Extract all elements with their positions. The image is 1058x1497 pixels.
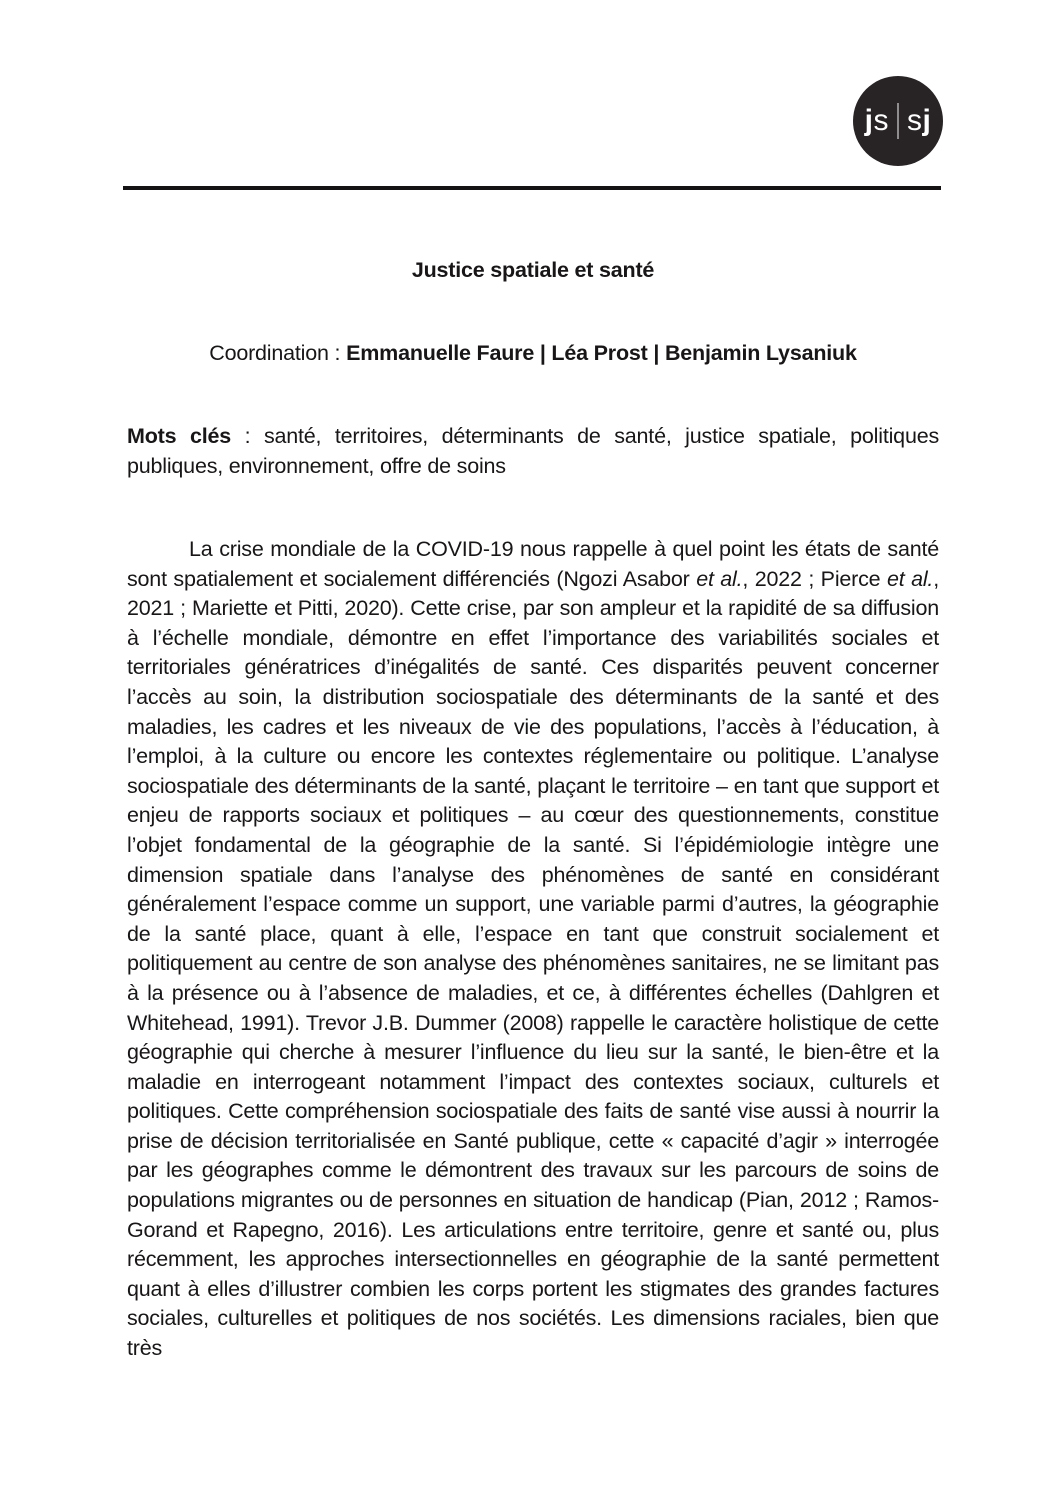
keywords-separator: :	[231, 424, 264, 448]
article-title: Justice spatiale et santé	[411, 258, 655, 282]
keywords-block	[127, 421, 939, 481]
keywords-list: santé, territoires, déterminants de santé, justice spatiale, politiques publiques, environnement, offre de soins	[127, 424, 940, 478]
keywords-label: Mots clés	[127, 424, 231, 448]
coordination-names: Emmanuelle Faure | Léa Prost | Benjamin Lysaniuk	[346, 341, 857, 365]
logo-divider-bar	[897, 103, 899, 139]
coordination-line	[127, 341, 939, 366]
body-paragraph: La crise mondiale de la COVID-19 nous rappelle à quel point les états de santé sont spatialement et socialement différenciés (Ngozi Asabor et al., 2022 ; Pierce et al., 2021 ; Mariette et Pitti, 2020). Cette crise, par son ampleur et la rapidité de sa diffusion à l’échelle mondiale, démontre en effet l’importance des variabilités sociales et territoriales génératrices d’inégalités de santé. Ces disparités peuvent concerner l’accès au soin, la distribution sociospatiale des déterminants de la santé et des maladies, les cadres et les niveaux de vie des populations, l’accès à l’éducation, à l’emploi, à la culture ou encore les contextes réglementaire ou politique. L’analyse sociospatiale des déterminants de la santé, plaçant le territoire – en tant que support et enjeu de rapports sociaux et politiques – au cœur des questionnements, constitue l’objet fondamental de la géographie de la santé. Si l’épidémiologie intègre une dimension spatiale dans l’analyse des phénomènes de santé en considérant généralement l’espace comme un support, une variable parmi d’autres, la géographie de la santé place, quant à elle, l’espace en tant que construit socialement et politiquement au centre de son analyse des phénomènes sanitaires, ne se limitant pas à la présence ou à l’absence de maladies, et ce, à différentes échelles (Dahlgren et Whitehead, 1991). Trevor J.B. Dummer (2008) rappelle le caractère holistique de cette géographie qui cherche à mesurer l’influence du lieu sur la santé, le bien-être et la maladie en interrogeant notamment l’impact des contextes sociaux, culturels et politiques. Cette compréhension sociospatiale des faits de santé vise aussi à nourrir la prise de décision territorialisée en Santé publique, cette « capacité d’agir » interrogée par les géographes comme le démontrent des travaux sur les parcours de soins de populations migrantes ou de personnes en situation de handicap (Pian, 2012 ; Ramos-Gorand et Rapegno, 2016). Les articulations entre territoire, genre et santé ou, plus récemment, les approches intersectionnelles en géographie de la santé permettent quant à elles d’illustrer combien les corps portent les stigmates des grandes factures sociales, culturelles et politiques de nos sociétés. Les dimensions raciales, bien que très	[127, 537, 939, 1361]
logo-text-js: js	[864, 104, 889, 137]
header-rule-line	[123, 186, 941, 190]
logo-text-sj: sj	[907, 104, 932, 137]
jssj-journal-logo	[853, 76, 943, 166]
coordination-label: Coordination :	[209, 341, 347, 365]
